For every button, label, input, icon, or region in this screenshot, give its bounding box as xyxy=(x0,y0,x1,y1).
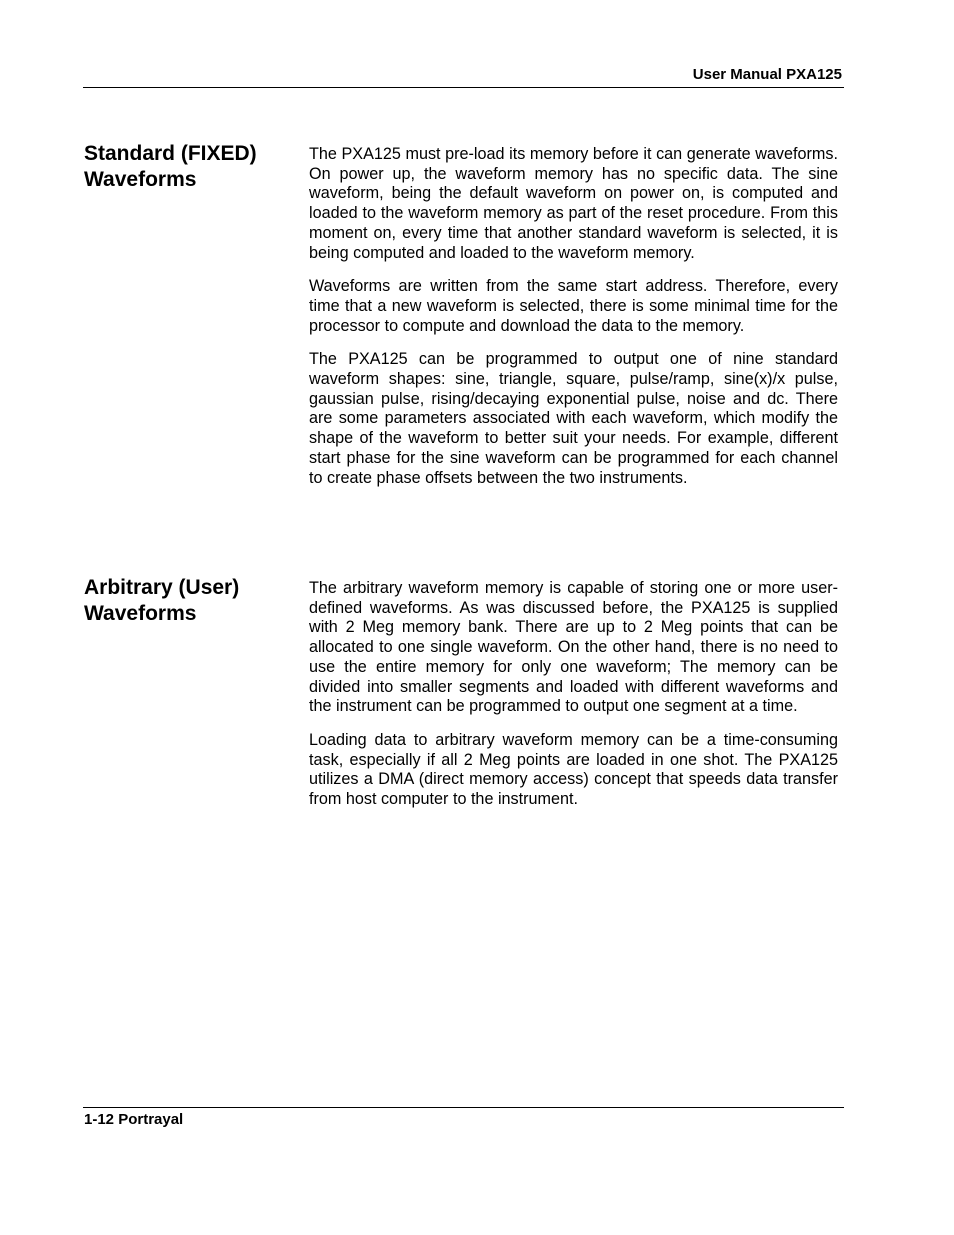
page-header-title: User Manual PXA125 xyxy=(692,66,842,83)
body-paragraph: Waveforms are written from the same start address. Therefore, every time that a new waveform is selected, there is some minimal time for the processor to compute and download the data to the memory. xyxy=(309,277,838,335)
body-paragraph: The PXA125 can be programmed to output one of nine standard waveform shapes: sine, triangle, square, pulse/ramp, sine(x)/x pulse, gaussian pulse, rising/decaying exponential pulse, noise and dc. There are some parameters associated with each waveform, which modify the shape of the waveform to better suit your needs. For example, different start phase for the sine waveform can be programmed for each channel to create phase offsets between the two instruments. xyxy=(309,350,838,487)
section-heading-line: Arbitrary (User) xyxy=(84,576,240,599)
section-heading-line: Waveforms xyxy=(84,168,197,191)
page-footer-label: 1-12 Portrayal xyxy=(84,1111,184,1128)
section-body-arbitrary-waveforms xyxy=(309,579,838,824)
footer-divider xyxy=(83,1107,844,1108)
section-heading-line: Standard (FIXED) xyxy=(84,142,257,165)
section-heading-standard-waveforms xyxy=(84,141,294,193)
section-heading-line: Waveforms xyxy=(84,602,197,625)
body-paragraph: Loading data to arbitrary waveform memory can be a time-consuming task, especially if all 2 Meg points are loaded in one shot. The PXA125 utilizes a DMA (direct memory access) concept that speeds data transfer from host computer to the instrument. xyxy=(309,730,838,809)
header-divider xyxy=(83,87,844,88)
body-paragraph: The arbitrary waveform memory is capable of storing one or more user-defined waveforms. As was discussed before, the PXA125 is supplied with 2 Meg memory bank. There are up to 2 Meg points that can be allocated to one single waveform. On the other hand, there is no need to use the entire memory for only one waveform; The memory can be divided into smaller segments and loaded with different waveforms and the instrument can be programmed to output one segment at a time. xyxy=(309,579,838,716)
section-body-standard-waveforms xyxy=(309,145,838,502)
body-paragraph: The PXA125 must pre-load its memory before it can generate waveforms. On power up, the waveform memory has no specific data. The sine waveform, being the default waveform on power on, is computed and loaded to the waveform memory as part of the reset procedure. From this moment on, every time that another standard waveform is selected, it is being computed and loaded to the waveform memory. xyxy=(309,145,838,262)
section-heading-arbitrary-waveforms xyxy=(84,575,294,627)
